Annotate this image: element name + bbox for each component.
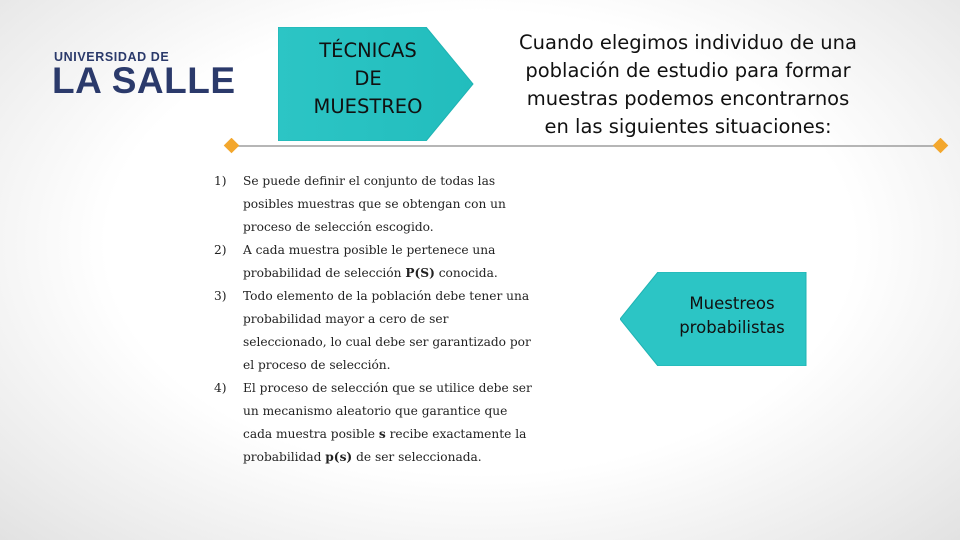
criteria-line: Se puede definir el conjunto de todas las [243,174,496,188]
criteria-bold-term: p(s) [325,450,353,464]
criteria-line: seleccionado, lo cual debe ser garantizado por [243,335,531,349]
criteria-line: Todo elemento de la población debe tener una [243,289,530,303]
criteria-line: el proceso de selección. [243,358,391,372]
criteria-line: El proceso de selección que se utilice debe ser [243,381,532,395]
criteria-line: posibles muestras que se obtengan con un [243,197,506,211]
criteria-item-3 [214,285,554,377]
criteria-text: de ser seleccionada. [352,450,482,464]
logo-university-text: UNIVERSIDAD DE [54,50,170,64]
criteria-list [214,170,554,469]
timeline-start-diamond [224,138,240,153]
criteria-text: probabilidad [243,450,326,464]
probabilistic-callout [620,272,808,366]
criteria-line: proceso de selección escogido. [243,220,434,234]
timeline-divider [0,138,960,154]
title-line-3: MUESTREO [313,95,423,118]
criteria-text: cada muestra posible [243,427,379,441]
intro-paragraph [490,29,886,141]
criteria-line: probabilidad mayor a cero de ser [243,312,449,326]
logo-la-salle-text: LA SALLE [52,60,236,101]
intro-line-3: muestras podemos encontrarnos [526,87,850,110]
criteria-line [243,446,554,469]
criteria-text: conocida. [434,266,498,280]
criteria-number: 4) [214,381,227,395]
intro-line-1: Cuando elegimos individuo de una [519,31,857,54]
timeline-end-diamond [933,138,949,153]
la-salle-logo [52,50,236,101]
title-line-2: DE [354,67,382,90]
callout-line-2: probabilistas [679,318,785,337]
criteria-line [243,262,554,285]
criteria-bold-term: s [378,427,386,441]
criteria-text: recibe exactamente la [385,427,527,441]
intro-line-4: en las siguientes situaciones: [544,115,832,138]
callout-line-1: Muestreos [689,294,775,313]
criteria-line: A cada muestra posible le pertenece una [243,243,496,257]
criteria-number: 2) [214,243,227,257]
criteria-item-1 [214,170,554,239]
criteria-item-4 [214,377,554,469]
criteria-text: probabilidad de selección [243,266,406,280]
criteria-bold-term: P(S) [405,266,435,280]
intro-line-2: población de estudio para formar [525,59,851,82]
title-arrow-shape [278,27,476,141]
criteria-number: 3) [214,289,227,303]
page-title [288,37,448,121]
title-line-1: TÉCNICAS [319,39,417,62]
criteria-item-2 [214,239,554,285]
criteria-line [243,423,554,446]
criteria-number: 1) [214,174,227,188]
criteria-line: un mecanismo aleatorio que garantice que [243,404,508,418]
callout-label [660,292,804,340]
